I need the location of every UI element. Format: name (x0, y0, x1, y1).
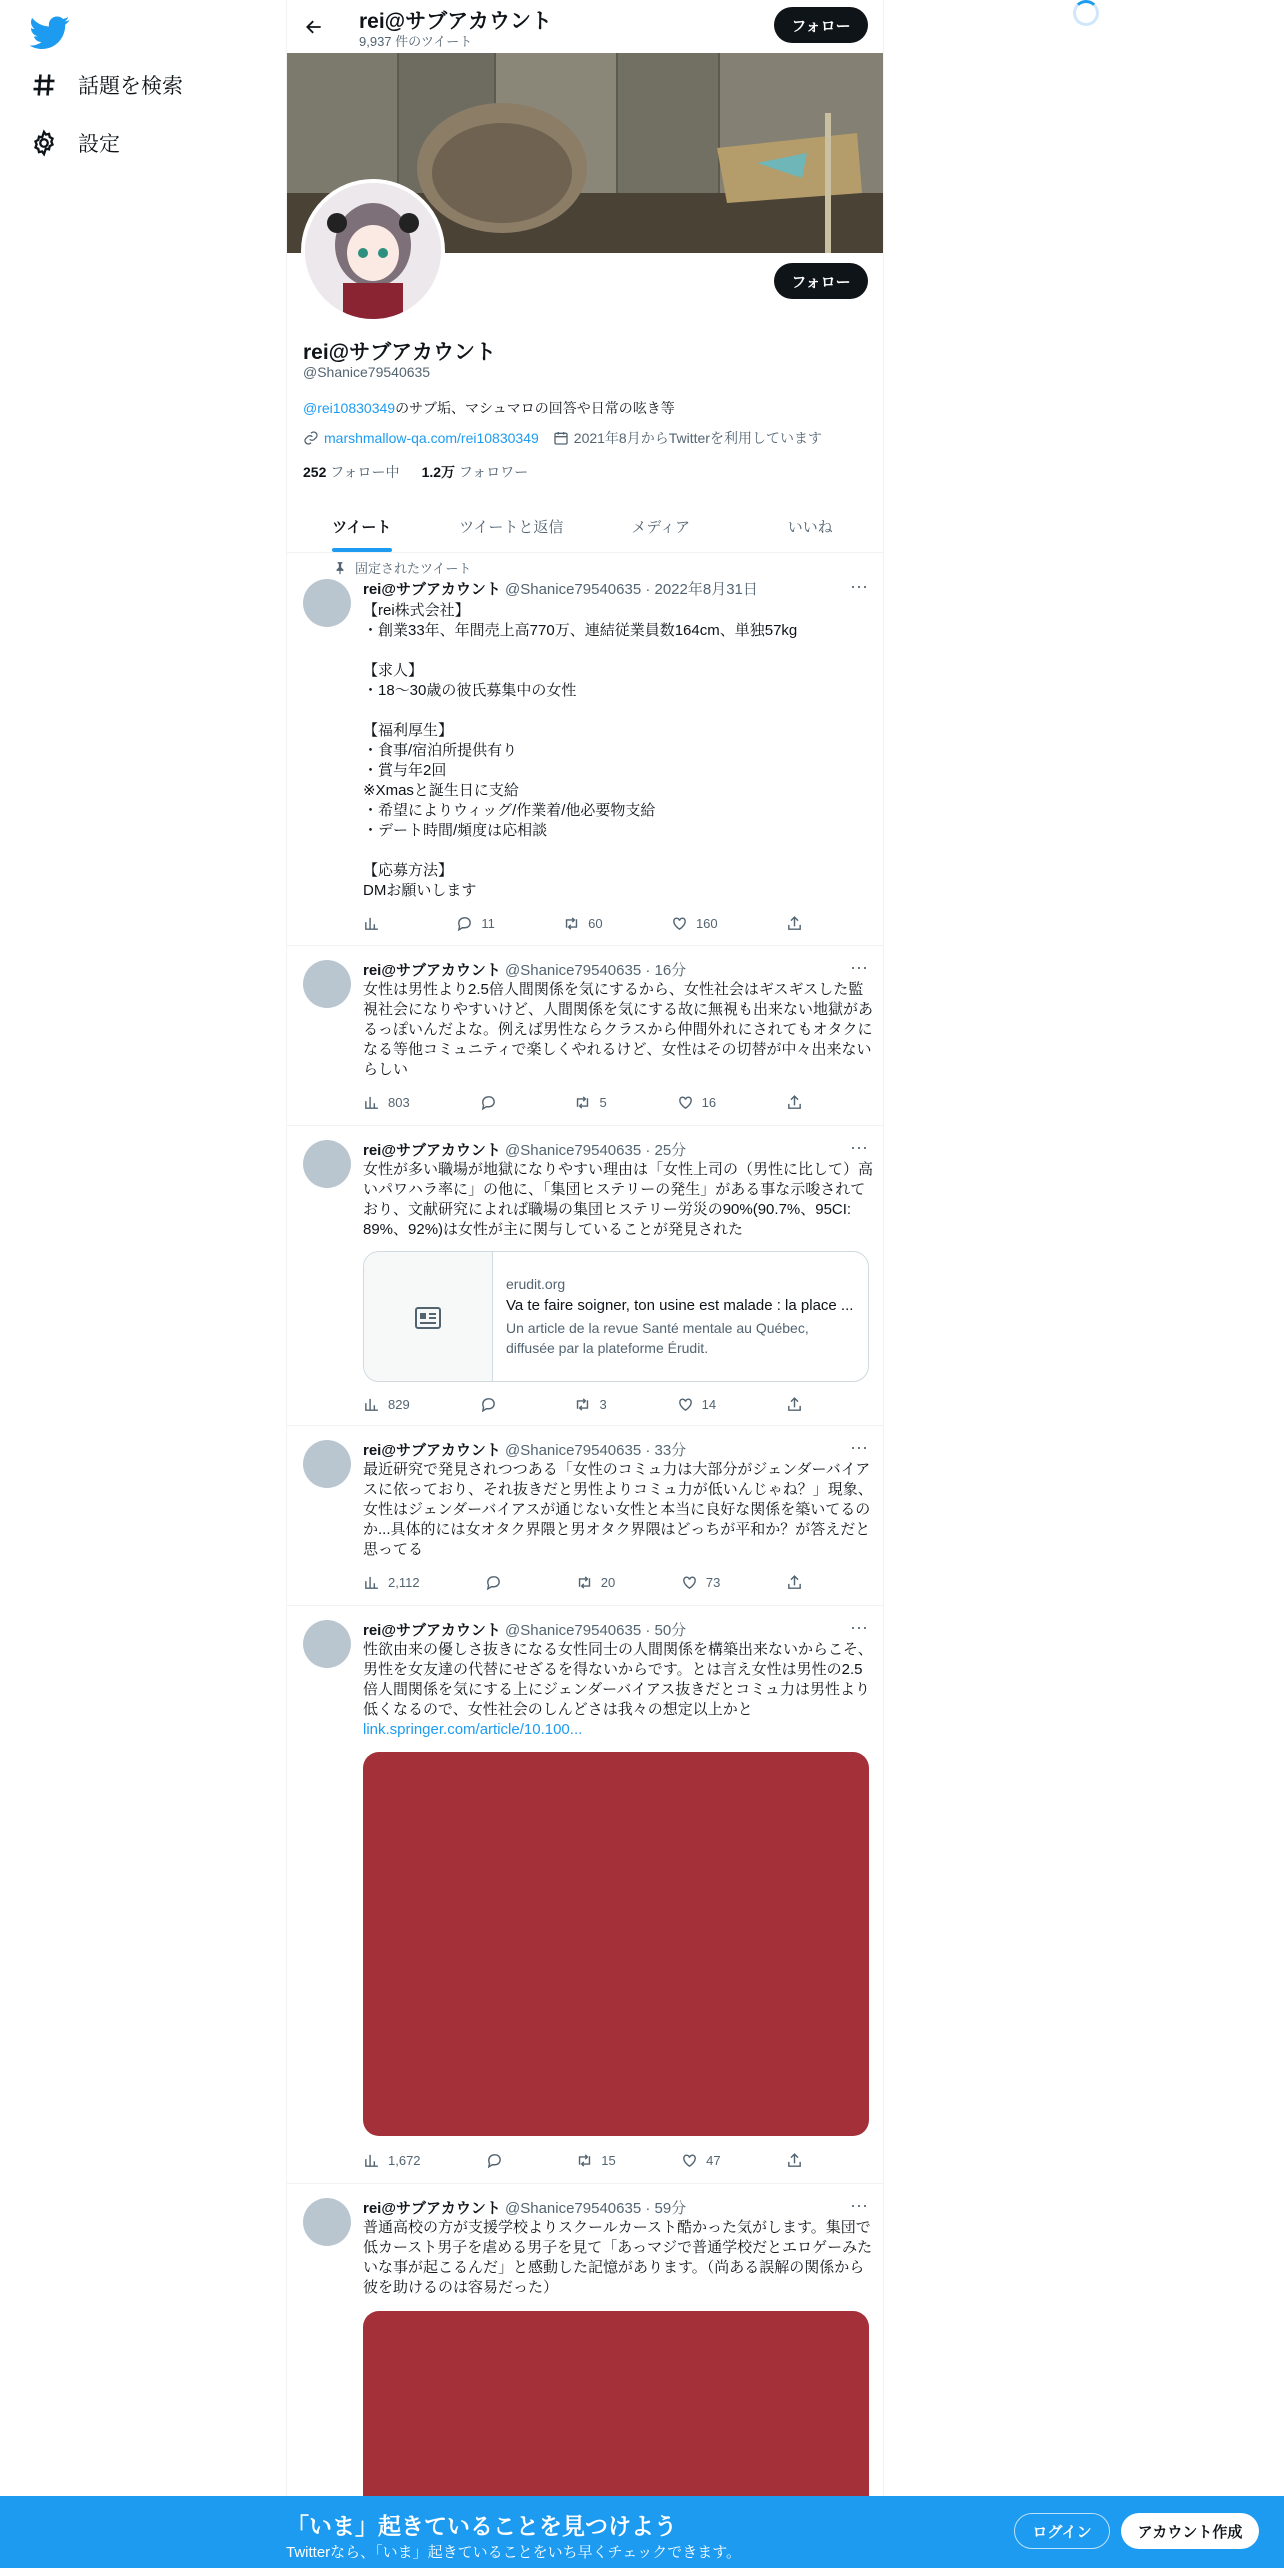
views-button[interactable] (363, 2150, 421, 2170)
like-count: 16 (701, 1094, 717, 1110)
retweet-icon (574, 1094, 591, 1111)
heart-icon (671, 915, 688, 932)
profile-joined (553, 428, 822, 448)
analytics-icon (363, 915, 380, 932)
profile-avatar[interactable] (301, 179, 445, 323)
followers-count: 1.2万 (421, 464, 456, 480)
tweet-media-image[interactable] (363, 1752, 869, 2136)
tweet-text: 女性は男性より2.5倍人間関係を気にするから、女性社会はギスギスした監視社会になりやすいけど、人間関係を気にする故に無視も出来ない地獄があるっぽいんだよな。例えば男性ならクラスから仲間外れにされてもオタクになる等他コミュニティで楽しくやれるけど、女性はその切替が中々出来ないらしい (363, 981, 874, 1078)
tweet-avatar[interactable] (303, 579, 351, 627)
more-options-icon[interactable]: ··· (850, 2195, 868, 2215)
retweet-count: 3 (599, 1396, 607, 1412)
following-link[interactable] (303, 462, 400, 482)
back-arrow-icon[interactable] (299, 12, 329, 42)
reply-button[interactable] (480, 1394, 505, 1414)
tweet-text: 【rei株式会社】 ・創業33年、年間売上高770万、連結従業員数164cm、単独57kg 【求人】 ・18〜30歳の彼氏募集中の女性 【福利厚生】 ・食事/宿泊所提供有り ・賞与年2回 ※Xmasと誕生日に支給 ・希望によりウィッグ/作業着/他必要物支給 ・デート時間/頻度は応相談 【応募方法】 DMお願いします (363, 602, 798, 899)
tweet-text: 普通高校の方が支援学校よりスクールカースト酷かった気がします。集団で低カースト男子を虐める男子を見て「あっマジで普通学校だとエロゲーみたいな事が起こるんだ」と感動した記憶があります。（尚ある誤解の関係から彼を助けるのは容易だった） (363, 2219, 873, 2296)
retweet-button[interactable] (574, 1394, 606, 1414)
retweet-button[interactable] (576, 1572, 615, 1592)
sidebar (0, 0, 286, 2568)
tweet-actions (363, 1394, 803, 1414)
analytics-icon (363, 2152, 380, 2169)
following-count: 252 (303, 464, 327, 480)
tweet-header (363, 1139, 686, 1160)
reply-count: 11 (481, 915, 495, 931)
header-follow-button[interactable]: フォロー (774, 7, 868, 43)
card-thumbnail (364, 1252, 493, 1382)
retweet-button[interactable] (576, 2150, 615, 2170)
heart-icon (681, 2152, 698, 2169)
tweet-handle-time: @Shanice79540635 · 50分 (505, 1622, 687, 1639)
views-count: 803 (388, 1094, 410, 1110)
tweet-header (363, 1619, 686, 1640)
sidebar-item-label: 話題を検索 (78, 75, 183, 98)
link-icon (303, 430, 319, 446)
reply-icon (486, 2152, 503, 2169)
tweet-author-name[interactable]: rei@サブアカウント (363, 1442, 501, 1459)
signup-button[interactable]: アカウント作成 (1121, 2513, 1259, 2549)
sidebar-item-settings[interactable] (30, 128, 120, 158)
heart-icon (677, 1396, 694, 1413)
share-button[interactable] (786, 1572, 803, 1592)
like-button[interactable] (681, 2150, 720, 2170)
reply-icon (456, 915, 473, 932)
tweet-text: 女性が多い職場が地獄になりやすい理由は「女性上司の（男性に比して）高いパワハラ率に」の他に、「集団ヒステリーの発生」がある事な示唆されており、文献研究によれば職場の集団ヒステリー労災の90%(90.7%、95CI: 89%、92%)は女性が主に関与していることが発見された (363, 1161, 874, 1238)
tweet-actions (363, 2150, 803, 2170)
loading-spinner-icon (1073, 0, 1099, 26)
tweet-handle-time: @Shanice79540635 · 16分 (505, 962, 687, 979)
tweet-actions (363, 1572, 803, 1592)
signup-banner-title: 「いま」起きていることを見つけよう (286, 2513, 677, 2539)
tweet-item[interactable] (287, 1426, 884, 1606)
tab-tweets-replies[interactable]: ツイートと返信 (459, 518, 564, 536)
twitter-logo-icon[interactable] (30, 12, 70, 52)
heart-icon (677, 1094, 694, 1111)
tweet-item[interactable] (287, 946, 884, 1126)
retweet-button[interactable] (574, 1092, 606, 1112)
reply-icon (480, 1396, 497, 1413)
share-button[interactable] (786, 1394, 803, 1414)
more-options-icon[interactable]: ··· (850, 957, 868, 977)
tweet-actions (363, 913, 803, 933)
followers-label: フォロワー (458, 464, 529, 480)
retweet-count: 60 (588, 915, 603, 931)
tweet-avatar[interactable] (303, 1620, 351, 1668)
more-options-icon[interactable]: ··· (850, 1617, 868, 1637)
tweet-avatar[interactable] (303, 1140, 351, 1188)
views-button[interactable] (363, 913, 388, 933)
header-tweet-count: 9,937 件のツイート (359, 34, 473, 49)
profile-bio (303, 398, 675, 418)
followers-link[interactable] (422, 462, 529, 482)
like-count: 73 (705, 1574, 721, 1590)
more-options-icon[interactable]: ··· (850, 1137, 868, 1157)
card-title: Va te faire soigner, ton usine est malade : la place ... (506, 1297, 854, 1314)
reply-icon (485, 1574, 502, 1591)
share-icon (786, 1094, 803, 1111)
views-button[interactable] (363, 1572, 420, 1592)
reply-button[interactable] (485, 1572, 510, 1592)
retweet-button[interactable] (563, 913, 602, 933)
profile-name: rei@サブアカウント (303, 341, 496, 364)
signup-banner-subtitle: Twitterなら、「いま」起きていることをいち早くチェックできます。 (286, 2544, 742, 2561)
tweet-header (363, 1439, 686, 1460)
tweet-link[interactable]: link.springer.com/article/10.100... (363, 1721, 583, 1738)
tab-media[interactable]: メディア (631, 518, 691, 536)
tweet-avatar[interactable] (303, 960, 351, 1008)
login-button[interactable]: ログイン (1014, 2513, 1110, 2549)
following-label: フォロー中 (330, 464, 400, 480)
tweet-avatar[interactable] (303, 2198, 351, 2246)
bio-mention-link[interactable]: @rei10830349 (303, 400, 396, 416)
share-button[interactable] (786, 2150, 803, 2170)
profile-counts (303, 462, 528, 482)
retweet-count: 20 (600, 1574, 616, 1590)
signup-banner (0, 2496, 1284, 2568)
tweet-handle-time: @Shanice79540635 · 25分 (505, 1142, 687, 1159)
profile-meta (303, 428, 822, 448)
share-button[interactable] (786, 1092, 803, 1112)
views-count: 2,112 (388, 1574, 420, 1590)
profile-tabs (287, 500, 884, 553)
header-profile-name: rei@サブアカウント (359, 10, 552, 33)
profile-header-bar (287, 0, 884, 53)
tweet-handle-time: @Shanice79540635 · 2022年8月31日 (505, 581, 758, 598)
joined-text: 2021年8月からTwitterを利用しています (573, 430, 822, 446)
analytics-icon (363, 1396, 380, 1413)
analytics-icon (363, 1574, 380, 1591)
views-count: 1,672 (388, 2152, 421, 2168)
more-options-icon[interactable]: ··· (850, 1437, 868, 1457)
tweet-header (363, 578, 758, 599)
bio-text: のサブ垢、マシュマロの回答や日常の呟き等 (395, 400, 675, 416)
share-icon (786, 1574, 803, 1591)
card-description: Un article de la revue Santé mentale au Québec, diffusée par la plateforme Érudit. (506, 1320, 809, 1356)
tweet-item[interactable] (287, 553, 884, 946)
like-count: 160 (695, 915, 718, 931)
views-count: 829 (388, 1396, 410, 1412)
analytics-icon (363, 1094, 380, 1111)
tweet-avatar[interactable] (303, 1440, 351, 1488)
calendar-icon (553, 430, 569, 446)
reply-button[interactable] (480, 1092, 505, 1112)
article-icon (415, 1307, 441, 1329)
share-button[interactable] (786, 913, 803, 933)
reply-button[interactable] (456, 913, 495, 933)
retweet-icon (576, 1574, 593, 1591)
tab-likes[interactable]: いいね (787, 518, 833, 536)
retweet-icon (576, 2152, 593, 2169)
sidebar-item-explore[interactable] (30, 70, 183, 100)
tweet-author-name[interactable]: rei@サブアカウント (363, 581, 501, 598)
tweet-handle-time: @Shanice79540635 · 33分 (505, 1442, 687, 1459)
retweet-count: 15 (601, 2152, 616, 2168)
tweet-actions (363, 1092, 803, 1112)
profile-follow-button[interactable]: フォロー (774, 263, 868, 299)
retweet-icon (563, 915, 580, 932)
like-button[interactable] (677, 1394, 716, 1414)
tweet-text-body: 性欲由来の優しさ抜きになる女性同士の人間関係を構築出来ないからこそ、男性を女友達の代替にせざるを得ないからです。とは言え女性は男性の2.5倍人間関係を気にする上にジェンダーバイアス抜きだとコミュ力は男性より低くなるので、女性社会のしんどさは我々の想定以上かと (363, 1641, 873, 1718)
more-options-icon[interactable]: ··· (850, 576, 868, 596)
pinned-label-text: 固定されたツイート (355, 561, 472, 576)
share-icon (786, 1396, 803, 1413)
sidebar-item-label: 設定 (78, 133, 120, 156)
card-domain: erudit.org (506, 1276, 566, 1292)
tweet-header (363, 959, 686, 980)
share-icon (786, 2152, 803, 2169)
tweet-text (363, 1640, 873, 1740)
tweet-handle-time: @Shanice79540635 · 59分 (505, 2200, 687, 2217)
profile-handle: @Shanice79540635 (303, 364, 431, 380)
tweet-author-name[interactable]: rei@サブアカウント (363, 1622, 501, 1639)
tweet-text: 最近研究で発見されつつある「女性のコミュ力は大部分がジェンダーバイアスに依っており、それ抜きだと男性よりコミュ力が低いんじゃね？」現象、女性はジェンダーバイアスが通じない女性と本当に良好な関係を築いてるのか...具体的には女オタク界隈と男オタク界隈はどっちが平和か？が答えだと思ってる (363, 1461, 873, 1558)
like-count: 47 (706, 2152, 721, 2168)
website-link[interactable]: marshmallow-qa.com/rei10830349 (324, 430, 539, 446)
tweet-header (363, 2197, 686, 2218)
retweet-icon (574, 1396, 591, 1413)
share-icon (786, 915, 803, 932)
tweet-item[interactable] (287, 1126, 884, 1426)
reply-button[interactable] (486, 2150, 511, 2170)
profile-column (286, 0, 884, 2568)
tweet-author-name[interactable]: rei@サブアカウント (363, 962, 501, 979)
gear-icon (30, 129, 58, 157)
retweet-count: 5 (599, 1094, 607, 1110)
tweet-author-name[interactable]: rei@サブアカウント (363, 1142, 501, 1159)
like-button[interactable] (671, 913, 718, 933)
views-button[interactable] (363, 1394, 410, 1414)
like-button[interactable] (681, 1572, 720, 1592)
hashtag-icon (30, 71, 58, 99)
like-button[interactable] (677, 1092, 716, 1112)
tweet-author-name[interactable]: rei@サブアカウント (363, 2200, 501, 2217)
profile-website (303, 430, 539, 446)
link-card[interactable] (363, 1251, 869, 1382)
tab-tweets[interactable]: ツイート (287, 500, 437, 552)
heart-icon (681, 1574, 698, 1591)
views-button[interactable] (363, 1092, 410, 1112)
tweet-item[interactable] (287, 1606, 884, 2184)
reply-icon (480, 1094, 497, 1111)
like-count: 14 (701, 1396, 717, 1412)
